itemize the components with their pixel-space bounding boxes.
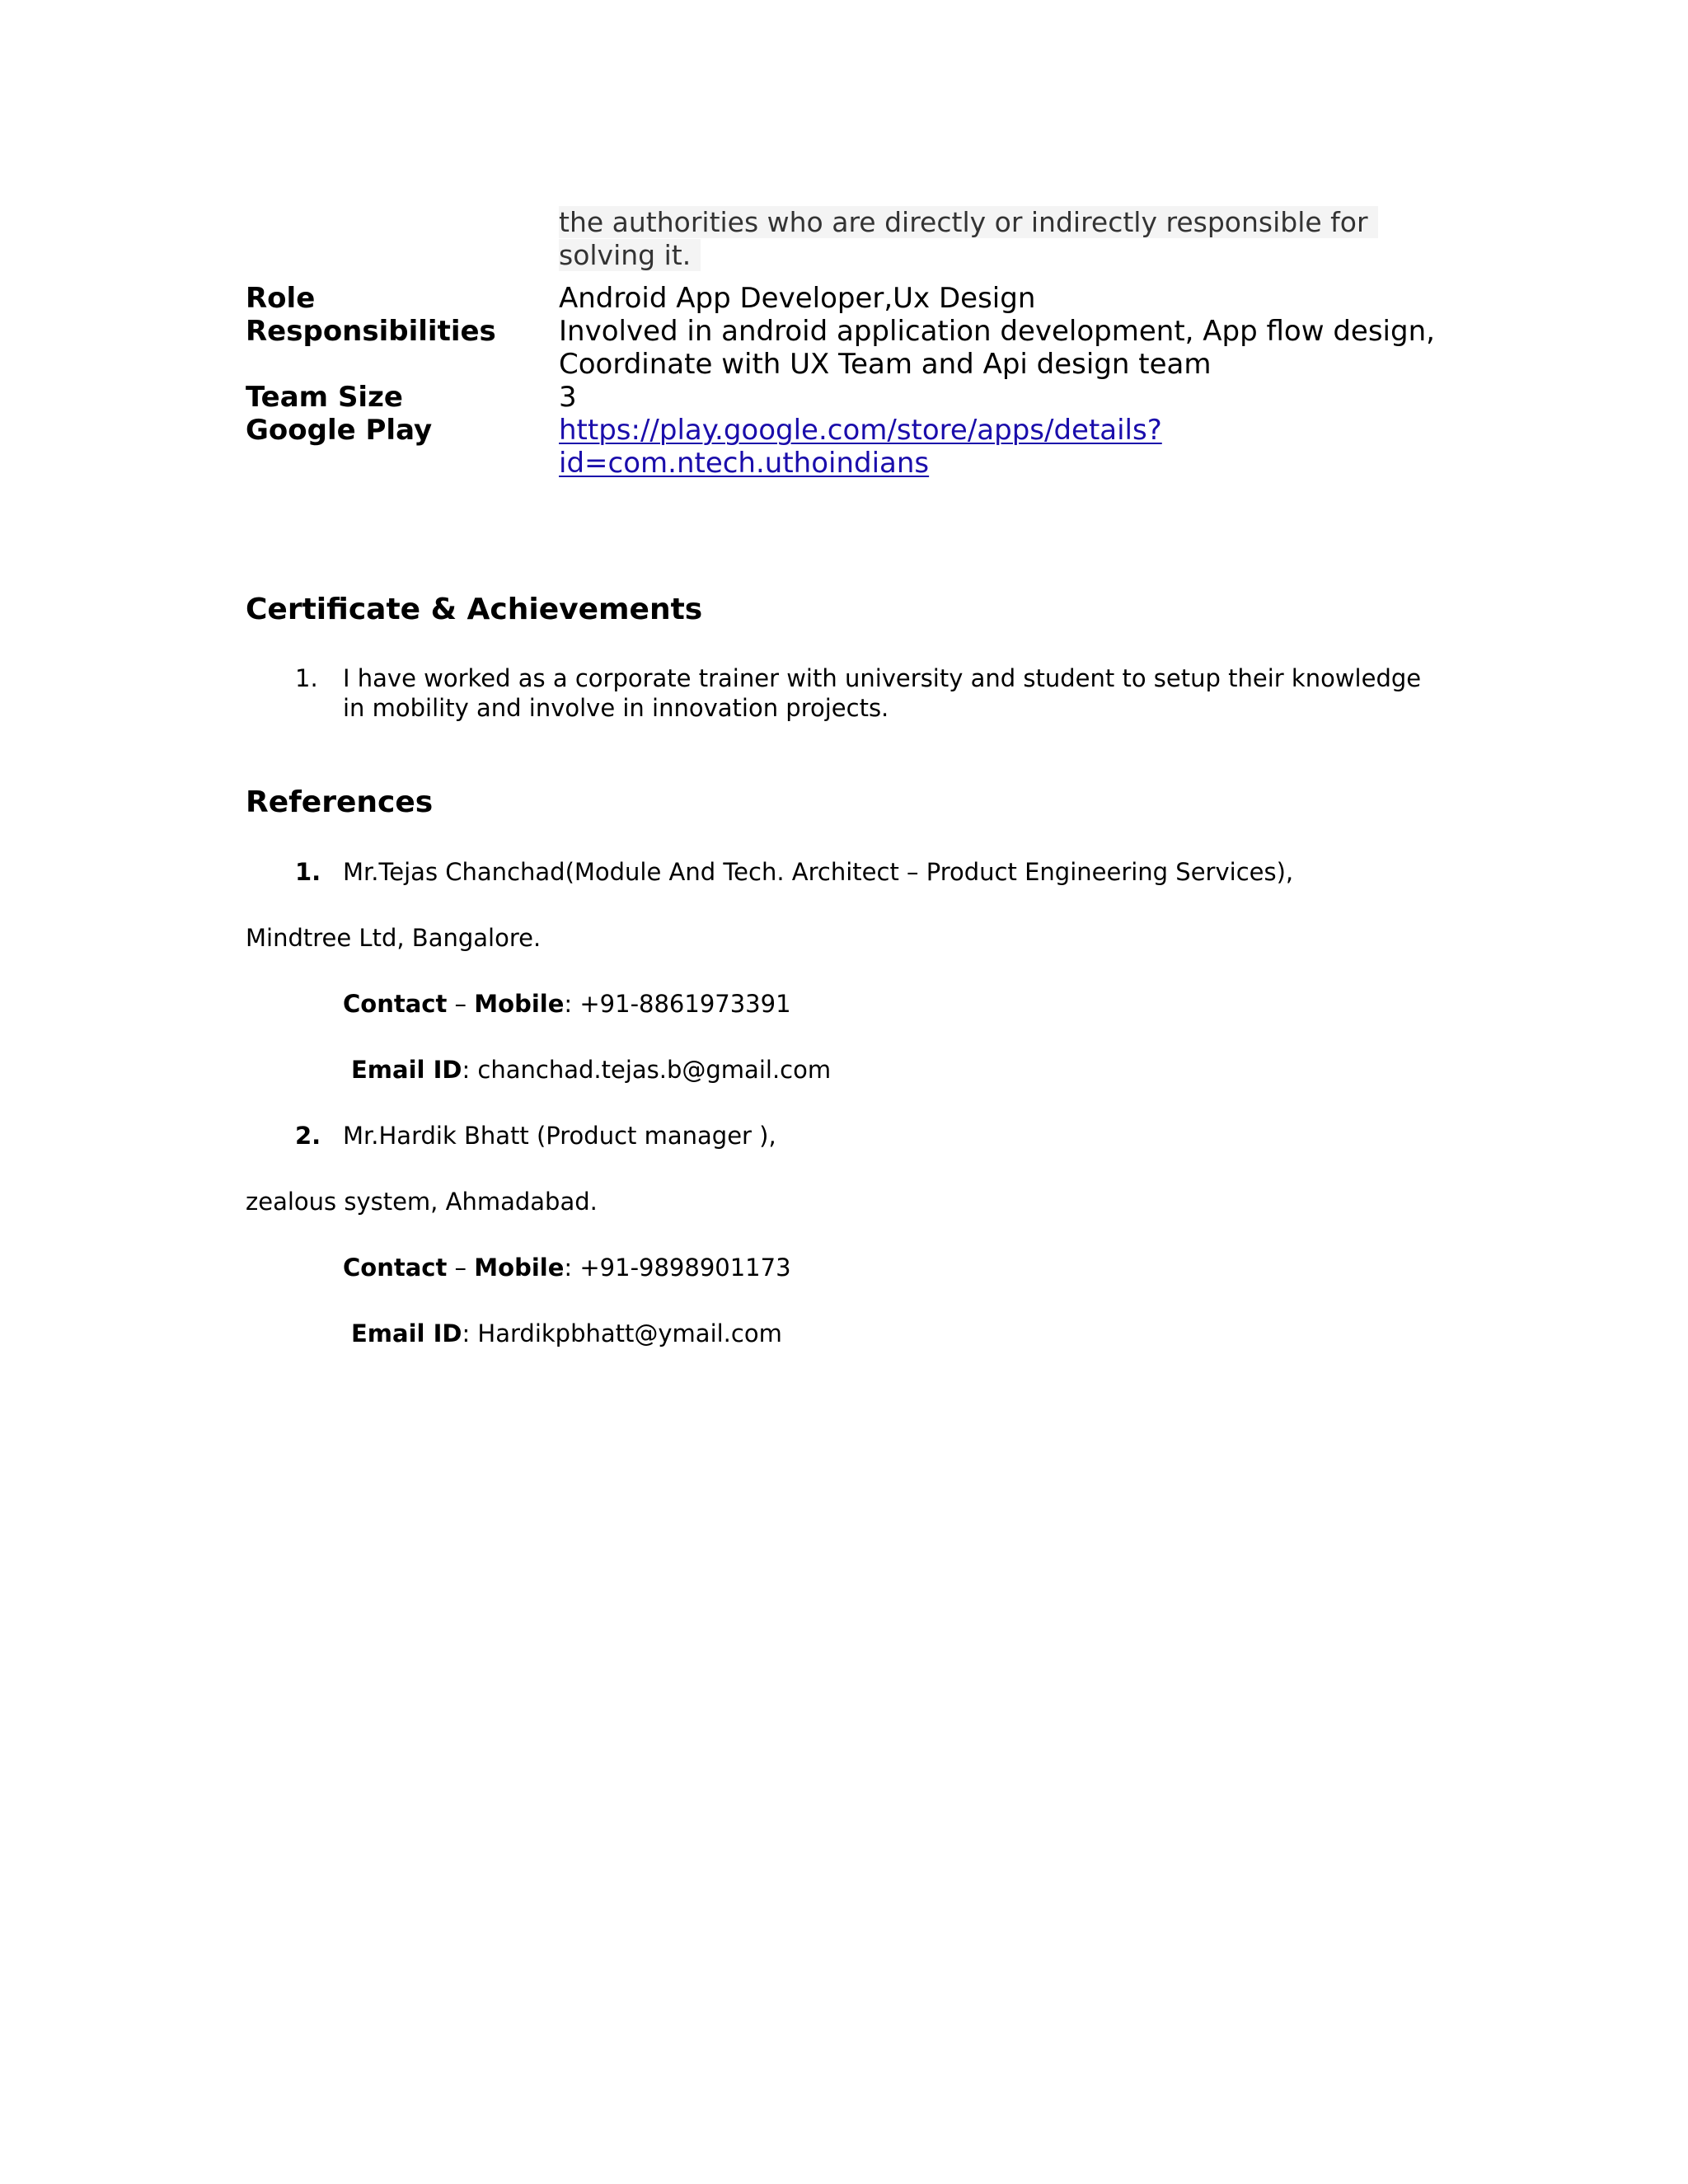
certificate-item-number: 1.: [295, 664, 318, 692]
role-label: Role: [246, 282, 316, 315]
google-play-label: Google Play: [246, 414, 433, 447]
responsibilities-value: [559, 315, 1435, 381]
email-label: Email ID: [351, 1056, 462, 1084]
google-play-link-line[interactable]: id=com.ntech.uthoindians: [559, 447, 930, 480]
reference-company: zealous system, Ahmadabad.: [246, 1188, 598, 1216]
mobile-value: : +91-8861973391: [564, 990, 791, 1018]
reference-company: Mindtree Ltd, Bangalore.: [246, 924, 542, 952]
contact-label: Contact: [343, 990, 448, 1018]
reference-contact: [343, 989, 791, 1019]
reference-name: Mr.Hardik Bhatt (Product manager ),: [343, 1122, 776, 1150]
google-play-link-line[interactable]: https://play.google.com/store/apps/details?: [559, 414, 1162, 447]
description-line: the authorities who are directly or indirectly responsible for: [559, 206, 1378, 238]
contact-dash: –: [447, 990, 475, 1018]
role-value: Android App Developer,Ux Design: [559, 282, 1036, 315]
certificates-heading: Certificate & Achievements: [246, 593, 703, 626]
contact-dash: –: [447, 1254, 475, 1282]
email-value: : chanchad.tejas.b@gmail.com: [462, 1056, 832, 1084]
reference-name: Mr.Tejas Chanchad(Module And Tech. Architect – Product Engineering Services),: [343, 858, 1294, 886]
mobile-label: Mobile: [474, 990, 565, 1018]
contact-label: Contact: [343, 1254, 448, 1282]
mobile-label: Mobile: [474, 1254, 565, 1282]
responsibilities-line: Coordinate with UX Team and Api design team: [559, 348, 1212, 381]
description-line: solving it.: [559, 239, 701, 271]
references-heading: References: [246, 785, 434, 819]
responsibilities-label: Responsibilities: [246, 315, 496, 348]
reference-number: 2.: [295, 1122, 321, 1150]
reference-email: [351, 1055, 831, 1085]
mobile-value: : +91-9898901173: [564, 1254, 791, 1282]
reference-contact: [343, 1253, 791, 1282]
team-size-value: 3: [559, 381, 577, 414]
certificate-item-line: in mobility and involve in innovation projects.: [343, 694, 889, 722]
project-description-tail: [559, 206, 1378, 272]
team-size-label: Team Size: [246, 381, 403, 414]
responsibilities-line: Involved in android application development, App flow design,: [559, 315, 1435, 348]
certificate-item-text: [343, 663, 1421, 723]
reference-email: [351, 1319, 782, 1348]
reference-number: 1.: [295, 858, 321, 886]
email-value: : Hardikpbhatt@ymail.com: [462, 1319, 782, 1347]
certificate-item-line: I have worked as a corporate trainer with university and student to setup their knowledge: [343, 664, 1422, 692]
email-label: Email ID: [351, 1319, 462, 1347]
google-play-link[interactable]: [559, 414, 1162, 480]
